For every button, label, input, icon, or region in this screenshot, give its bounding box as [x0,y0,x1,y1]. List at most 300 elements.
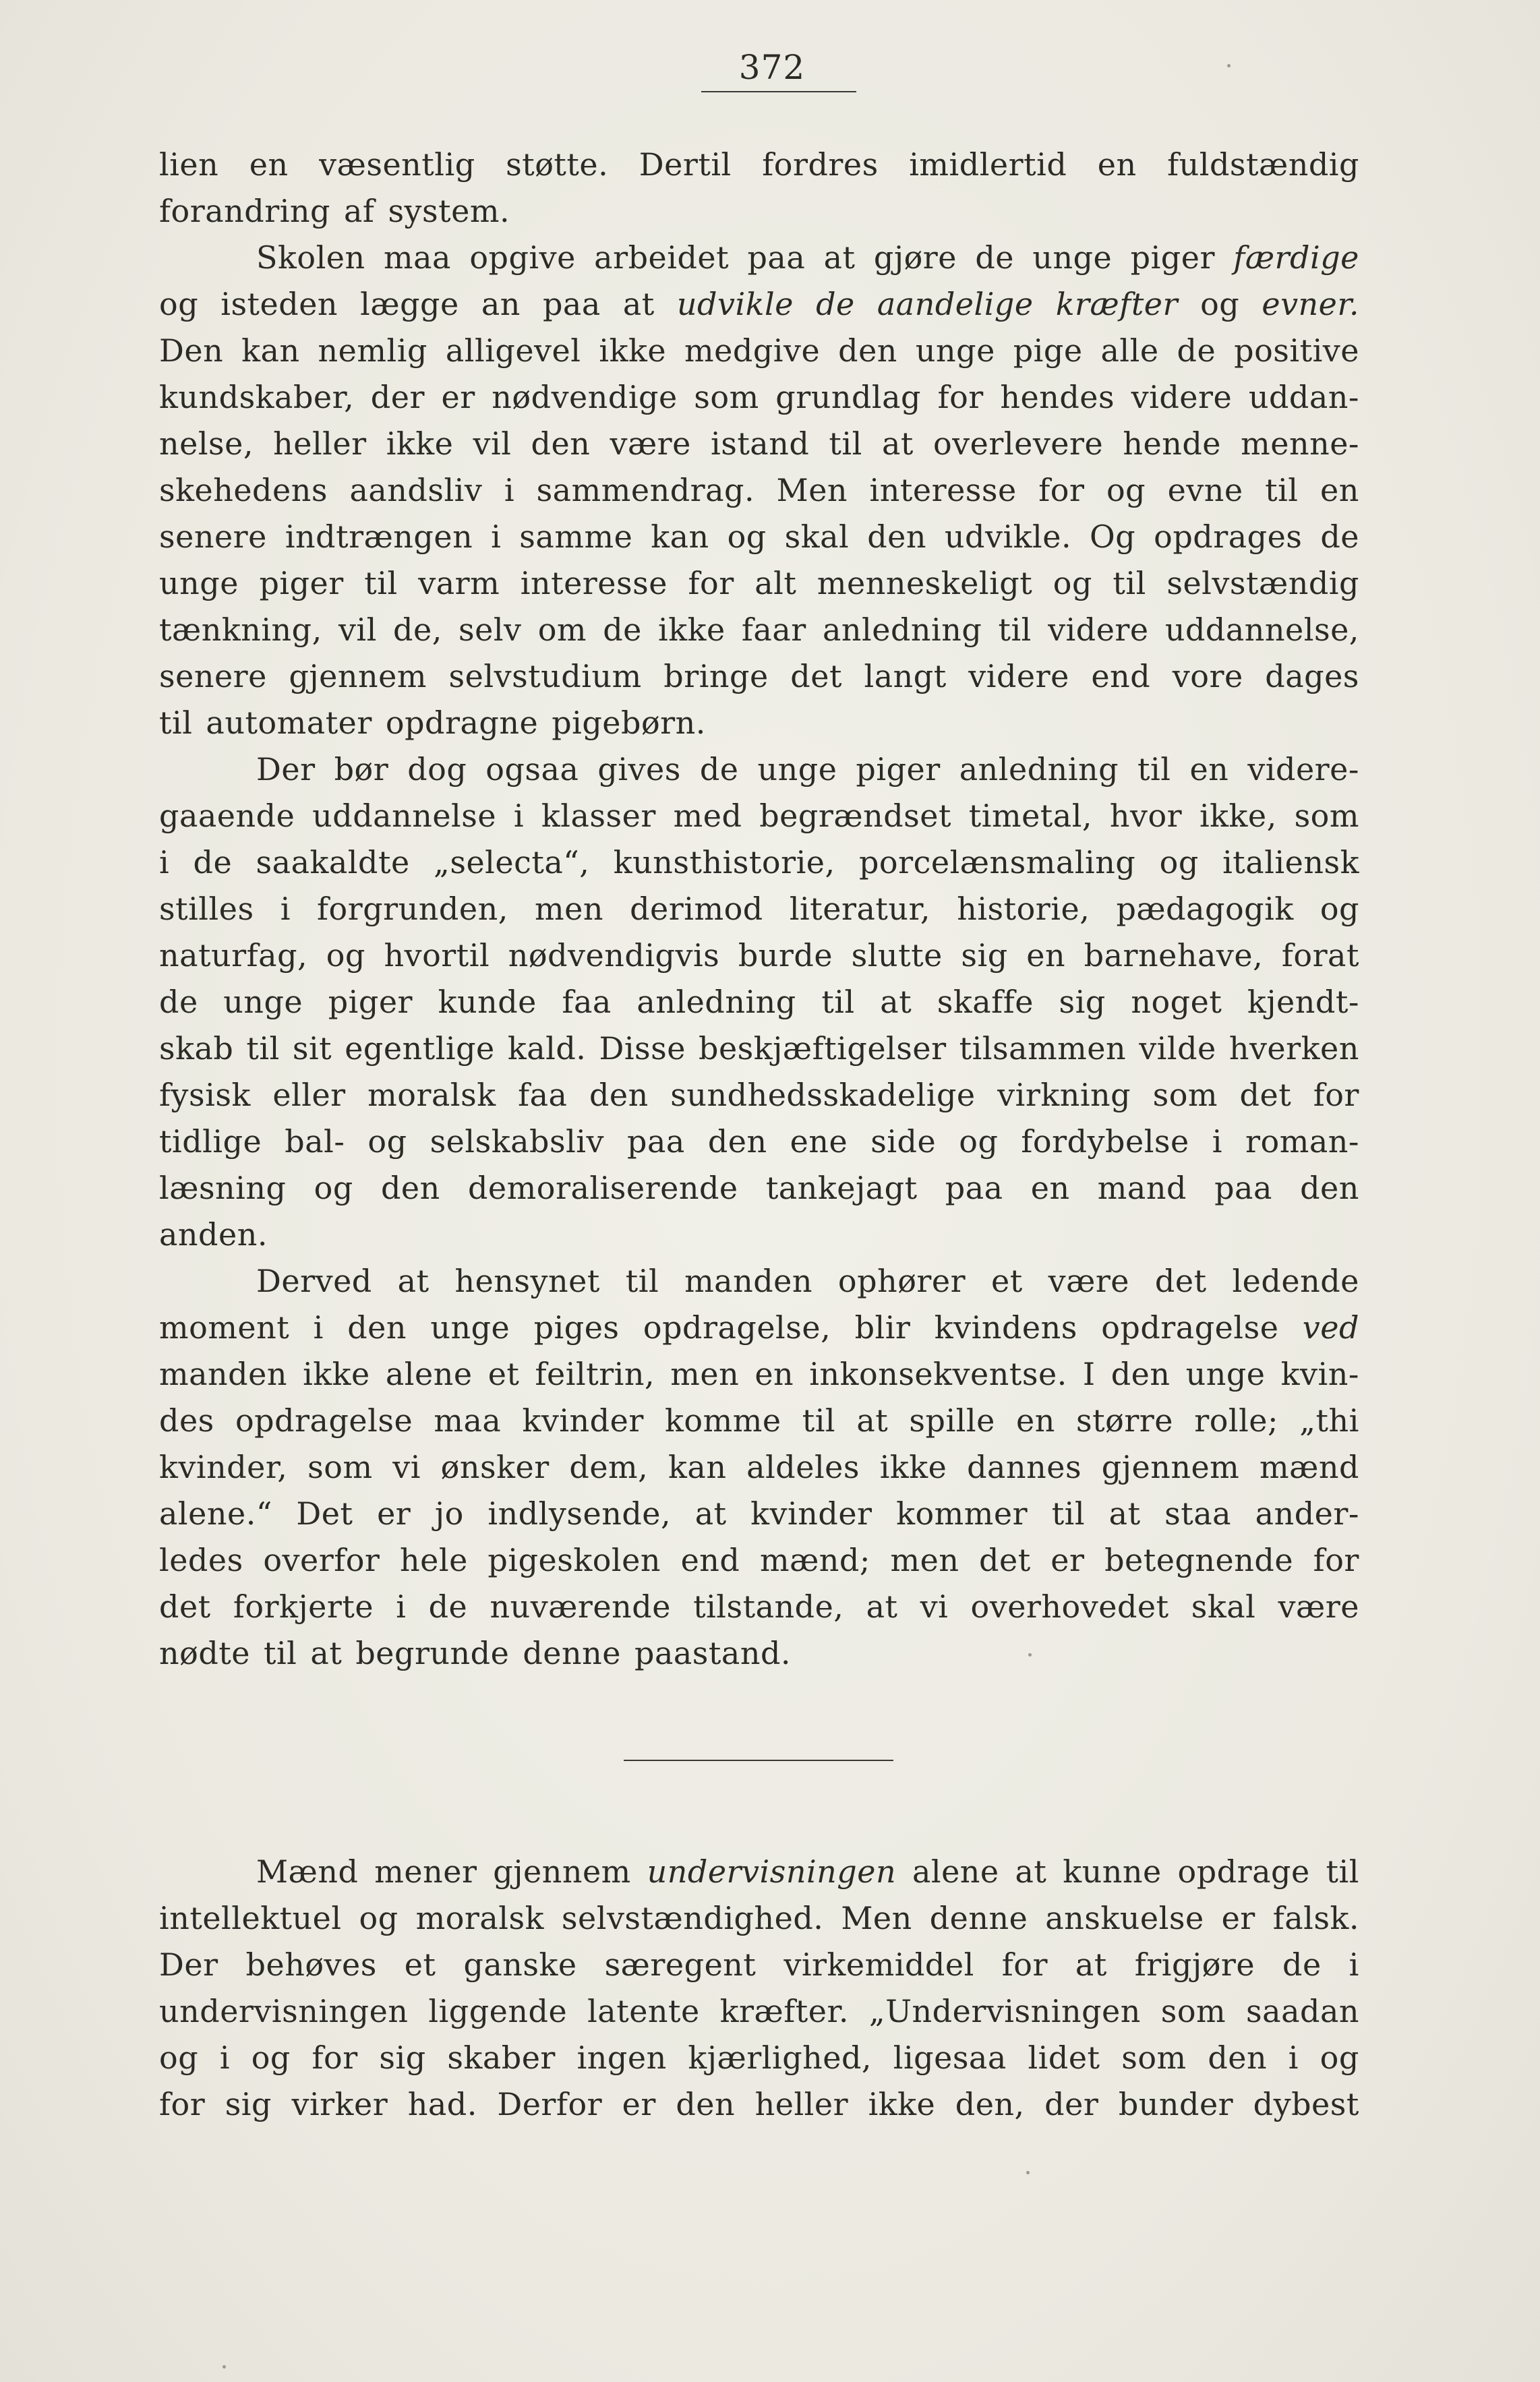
word: som [694,379,759,415]
word: ikke [658,612,725,648]
word: men [890,1542,959,1578]
word: bringe [663,658,769,694]
word: system. [388,193,510,229]
word: Disse [599,1030,686,1067]
word: virker [291,2086,388,2122]
word: ene [790,1123,848,1160]
word: Derfor [497,2086,603,2122]
word: den [1208,2039,1268,2076]
word: anledning [636,984,796,1020]
word: denne [929,1900,1028,1936]
word: komme [665,1402,781,1439]
word: i [313,1309,324,1346]
emphasized-word: kræfter [1055,286,1179,322]
word: for [1001,1946,1048,1983]
word: der [370,379,425,415]
word: og [727,518,767,555]
word: selvstændig [1166,565,1359,601]
word: skaber [447,2039,556,2076]
word: arbeidet [594,239,730,276]
word: liggende [428,1993,568,2029]
word: opdragelse [235,1402,413,1439]
word: vi [920,1588,949,1625]
word: betegnende [1104,1542,1294,1578]
word: inkonsekventse. [809,1356,1067,1392]
word: sig [379,2039,426,2076]
text-line [159,1895,1359,1942]
word: vil [338,612,377,648]
word: og [159,286,199,322]
word: bal- [285,1123,345,1160]
word: forgrunden, [317,891,508,927]
word: noget [1131,984,1222,1020]
word: faar [741,612,806,648]
word: sammendrag. [536,472,755,508]
word: hensynet [454,1263,600,1299]
word: rolle; [1194,1402,1279,1439]
word: kvinder [750,1495,872,1532]
word: for [312,2039,358,2076]
word: nødvendigvis [508,937,720,974]
word: moment [159,1309,290,1346]
word: maa [434,1402,502,1439]
word: gives [597,751,681,787]
word: naturfag, [159,937,308,974]
word: de [975,239,1015,276]
word: skab [159,1030,234,1067]
word: de [193,844,233,881]
word: læsning [159,1170,287,1206]
word: at [881,425,914,462]
word: historie, [957,891,1090,927]
word: Der [159,1946,218,1983]
word: den, [955,2086,1025,2122]
word: mænd; [759,1542,870,1578]
text-line [159,607,1359,653]
word: gjennem [289,658,427,694]
word: bunder [1118,2086,1234,2122]
word: menne- [1241,425,1359,462]
word: paa [945,1170,1003,1206]
word: medgive [684,332,821,369]
word: alene.“ [159,1495,272,1532]
text-line [159,421,1359,467]
word: pædagogik [1116,891,1294,927]
word: uddannelse [312,798,497,834]
word: lægge [360,286,459,322]
emphasized-word: udvikle [676,286,794,322]
word: de [159,984,198,1020]
word: gjennem [493,1853,631,1890]
text-line [159,1119,1359,1165]
word: en [1320,472,1359,508]
word: literatur, [789,891,931,927]
word: støtte. [506,146,609,183]
word: tankejagt [765,1170,918,1206]
text-line [159,467,1359,514]
word: pigebørn. [552,705,706,741]
word: piges [533,1309,620,1346]
word: imidlertid [909,146,1067,183]
word: mand [1097,1170,1187,1206]
text-line [159,560,1359,607]
word: unge [757,751,837,787]
word: moralsk [415,1900,544,1936]
word: kjærlighed, [688,2039,872,2076]
word: klasser [541,798,656,834]
word: anden. [159,1216,268,1253]
word: behøves [245,1946,377,1983]
word: opdrages [1154,518,1303,555]
word: forandring [159,193,330,229]
word: at [866,1588,898,1625]
word: roman- [1245,1123,1359,1160]
word: gaaende [159,798,295,834]
word: end [680,1542,740,1578]
word: indlysende, [487,1495,672,1532]
word: dannes [967,1449,1082,1485]
word: det [979,1542,1031,1578]
word: ingen [576,2039,667,2076]
text-line [159,886,1359,932]
word: evne [1167,472,1243,508]
word: unge [1032,239,1113,276]
word: er [1221,1900,1255,1936]
word: den [838,332,897,369]
word: overhovedet [970,1588,1169,1625]
word: anskuelse [1045,1900,1204,1936]
word: til [246,1030,280,1067]
word: intellektuel [159,1900,342,1936]
word: selv [458,612,522,648]
word: paastand. [634,1635,792,1671]
word: Skolen [256,239,365,276]
word: de [603,612,642,648]
text-block-second-section [159,1849,1359,2128]
text-line [159,1849,1359,1895]
word: begrændset [759,798,951,834]
paper-speck [223,2365,226,2369]
word: til [159,705,193,741]
word: lien [159,146,219,183]
word: til [821,984,855,1020]
word: til [1051,1495,1086,1532]
emphasized-word: aandelige [877,286,1034,322]
word: vil [473,425,512,462]
word: ikke [303,1356,370,1392]
word: end [1091,658,1151,694]
word: falsk. [1272,1900,1359,1936]
text-line [159,1258,1359,1305]
word: saadan [1246,1993,1359,2029]
word: faa [518,1077,568,1113]
text-line [159,2081,1359,2128]
word: de [699,751,739,787]
word: kan [241,332,300,369]
word: piger [259,565,344,601]
word: forkjerte [233,1588,374,1625]
word: være [610,425,691,462]
word: virkning [997,1077,1131,1113]
word: porcelænsmaling [858,844,1136,881]
text-line [159,1584,1359,1630]
word: at [1015,1853,1047,1890]
word: Den [159,332,224,369]
word: og [1320,2039,1359,2076]
word: den [1300,1170,1359,1206]
word: de [1177,332,1216,369]
text-line [159,839,1359,886]
word: Det [296,1495,353,1532]
emphasized-word: ved [1302,1309,1359,1346]
word: udvikle. [944,518,1072,555]
word: med [673,798,742,834]
word: unge [223,984,303,1020]
word: videre [1131,379,1233,415]
word: den [1110,1356,1171,1392]
word: selvstudium [448,658,642,694]
word: unge [430,1309,510,1346]
word: kan [651,518,709,555]
word: en [1030,1170,1070,1206]
word: mænd [1260,1449,1359,1485]
word: uddan- [1248,379,1359,415]
word: side [870,1123,937,1160]
text-line [159,142,1359,188]
word: om [537,612,587,648]
text-line [159,1444,1359,1491]
word: være [1048,1263,1130,1299]
word: og [1106,472,1146,508]
text-line [159,1025,1359,1072]
word: heller [273,425,367,462]
word: indtrængen [285,518,473,555]
word: kunne [1063,1853,1162,1890]
word: paa [627,1123,685,1160]
text-line [159,1305,1359,1351]
word: kjendt- [1247,984,1359,1020]
word: videre [968,658,1069,694]
word: og [959,1123,999,1160]
word: gjøre [873,239,957,276]
word: nødte [159,1635,250,1671]
word: og [367,1123,407,1160]
text-line [159,1491,1359,1537]
word: Der [256,751,316,787]
word: den [707,1123,767,1160]
word: en [1016,1402,1055,1439]
word: ikke, [1199,798,1277,834]
word: ikke [879,1449,947,1485]
word: „thi [1299,1402,1359,1439]
word: vi [392,1449,421,1485]
word: derimod [630,891,763,927]
word: tilstande, [693,1588,844,1625]
word: nødvendige [492,379,678,415]
text-line [159,1398,1359,1444]
text-line [159,932,1359,979]
word: som [1121,2039,1187,2076]
word: for [1313,1542,1359,1578]
word: hendes [1000,379,1115,415]
word: des [159,1402,214,1439]
word: ligesaa [893,2039,1007,2076]
word: automater [206,705,372,741]
word: sundhedsskadelige [670,1077,976,1113]
word: demoraliserende [467,1170,738,1206]
word: at [856,1402,889,1439]
word: til [1137,751,1171,787]
word: til [263,1635,297,1671]
word: som [1152,1077,1218,1113]
word: fordres [762,146,879,183]
emphasized-word: færdige [1233,239,1359,276]
text-line [159,281,1359,328]
word: heller [754,2086,849,2122]
word: overfor [263,1542,380,1578]
word: egentlige [345,1030,495,1067]
word: alligevel [445,332,581,369]
word: i [1288,2039,1299,2076]
word: og [1320,891,1359,927]
text-line [159,188,1359,235]
word: opdragelse [1101,1309,1279,1346]
word: kommer [896,1495,1028,1532]
text-line [159,235,1359,281]
word: tidlige [159,1123,262,1160]
word: væsentlig [319,146,475,183]
word: er [377,1495,411,1532]
word: maa [384,239,451,276]
text-line [159,1942,1359,1988]
word: burde [738,937,833,974]
word: vilde [1139,1030,1216,1067]
word: de, [393,612,442,648]
word: skal [784,518,850,555]
word: og [251,2039,291,2076]
word: i [491,518,502,555]
word: an [481,286,521,322]
word: til [625,1263,659,1299]
word: sig [1059,984,1106,1020]
word: saakaldte [256,844,410,881]
word: uddannelse, [1164,612,1359,648]
word: videre- [1247,751,1359,787]
word: den [347,1309,407,1346]
word: og [359,1900,398,1936]
word: virkemiddel [783,1946,974,1983]
word: anledning [959,751,1119,787]
word: og [1200,286,1240,322]
word: kvinder, [159,1449,288,1485]
word: overlevere [932,425,1104,462]
word: vore [1172,658,1243,694]
word: menneskeligt [817,565,1033,601]
word: italiensk [1222,844,1359,881]
word: Dertil [639,146,732,183]
word: ogsaa [485,751,579,787]
word: manden [159,1356,287,1392]
word: begrunde [355,1635,510,1671]
word: for [159,2086,206,2122]
word: slutte [851,937,943,974]
word: til [802,1402,836,1439]
word: for [688,565,734,601]
word: i [396,1588,407,1625]
paper-speck [1026,2171,1030,2174]
word: grundlag [775,379,921,415]
word: de [428,1588,468,1625]
word: staa [1164,1495,1232,1532]
word: den [676,2086,736,2122]
word: hvor [1109,798,1183,834]
word: et [404,1946,436,1983]
text-line [159,1351,1359,1398]
emphasized-word: de [816,286,855,322]
word: det [790,658,842,694]
word: er [622,2086,656,2122]
text-line [159,328,1359,374]
word: men [670,1356,740,1392]
word: i [513,798,525,834]
paper-speck [1028,1653,1032,1657]
word: fordybelse [1021,1123,1189,1160]
word: et [487,1356,520,1392]
word: ledende [1232,1263,1359,1299]
text-line [159,653,1359,700]
word: ikke [868,2086,936,2122]
word: af [343,193,375,229]
word: som [307,1449,373,1485]
word: bør [334,751,389,787]
word: latente [587,1993,700,2029]
word: pige [1013,332,1083,369]
word: som [1160,1993,1226,2029]
word: de [1282,1946,1322,1983]
word: istand [711,425,810,462]
word: i [1349,1946,1359,1983]
word: at [823,239,856,276]
word: positive [1234,332,1359,369]
word: en [249,146,289,183]
word: blir [854,1309,911,1346]
word: til [364,565,398,601]
word: barnehave, [1084,937,1264,974]
word: og [326,937,365,974]
word: som [1294,798,1359,834]
word: ander- [1255,1495,1359,1532]
word: kunsthistorie, [613,844,835,881]
text-line [159,1072,1359,1119]
word: eller [272,1077,346,1113]
page-number: 372 [738,48,806,87]
text-line [159,793,1359,839]
text-line [159,700,1359,746]
word: der [1044,2086,1099,2122]
word: ikke [386,425,454,462]
word: forat [1281,937,1359,974]
word: anledning [822,612,982,648]
word: alene [912,1853,999,1890]
word: spille [909,1402,995,1439]
word: aldeles [746,1449,860,1485]
word: skaffe [937,984,1034,1020]
word: selvstændighed. [561,1900,824,1936]
word: hende [1123,425,1221,462]
word: en [1097,146,1137,183]
word: for [937,379,984,415]
word: lidet [1028,2039,1100,2076]
